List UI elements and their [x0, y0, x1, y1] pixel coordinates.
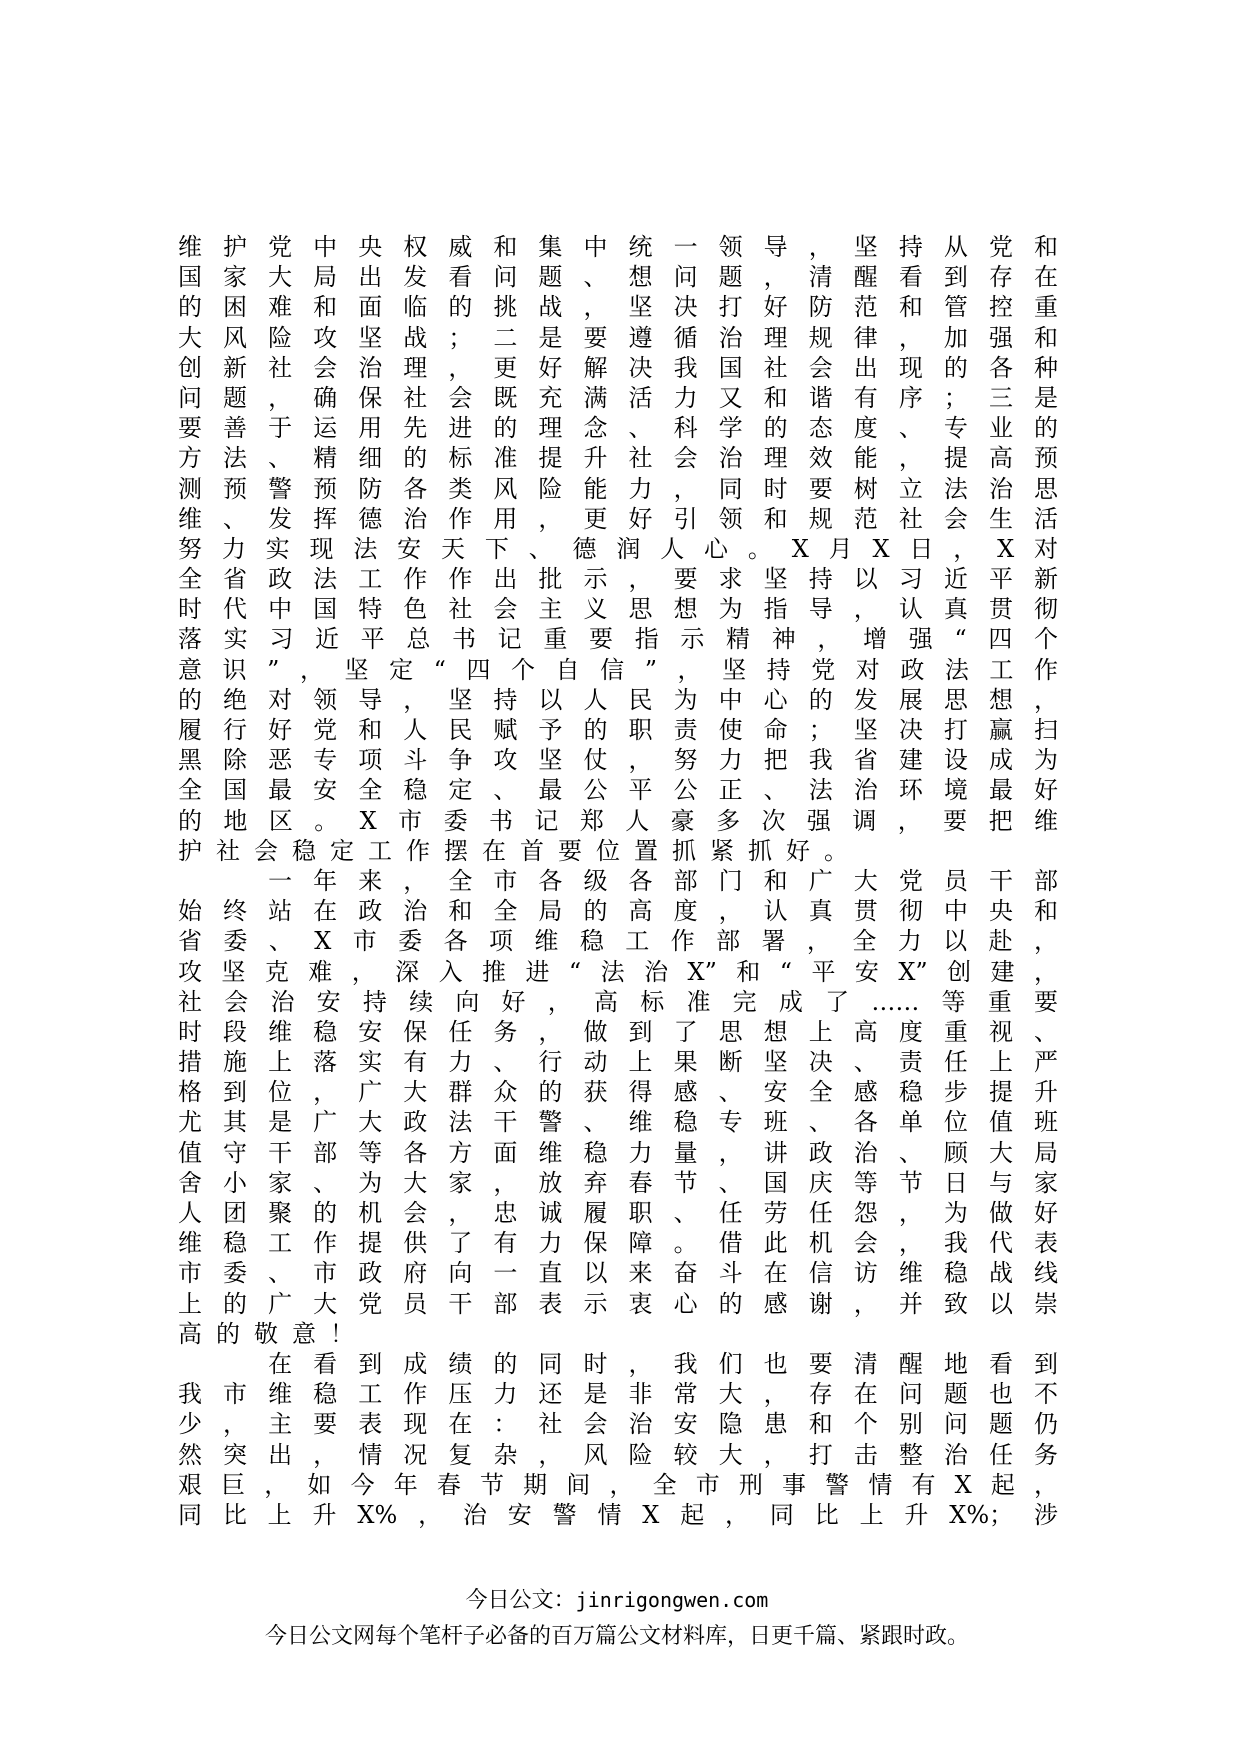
text-line: 维护党中央权威和集中统一领导，坚持从党和 — [178, 233, 1058, 261]
text-line: 舍小家、为大家，放弃春节、国庆等节日与家 — [178, 1168, 1058, 1197]
text-line: 攻坚克难，深入推进“法治X”和“平安X”创建， — [178, 957, 1058, 986]
text-line: 上的广大党员干部表示衷心的感谢，并致以崇 — [178, 1289, 1058, 1318]
text-line: 维稳工作提供了有力保障。借此机会，我代表 — [178, 1229, 1058, 1258]
text-line: 省委、X市委各项维稳工作部署，全力以赴， — [178, 927, 1058, 956]
text-line: 护社会稳定工作摆在首要位置抓紧抓好。 — [178, 836, 862, 865]
text-line: 问题，确保社会既充满活力又和谐有序；三是 — [178, 383, 1058, 412]
text-line: 时段维稳安保任务，做到了思想上高度重视、 — [178, 1017, 1058, 1046]
text-line: 履行好党和人民赋予的职责使命；坚决打赢扫 — [178, 716, 1058, 744]
text-line: 社会治安持续向好，高标准完成了……等重要 — [178, 987, 1058, 1016]
text-line: 全省政法工作作出批示，要求坚持以习近平新 — [178, 565, 1058, 594]
text-line: 落实习近平总书记重要指示精神，增强“四个 — [178, 625, 1058, 654]
text-line: 然突出，情况复杂，风险较大，打击整治任务 — [178, 1440, 1058, 1469]
footer-brand-label: 今日公文： — [465, 1588, 576, 1613]
text-line: 的地区。X市委书记郑人豪多次强调，要把维 — [178, 806, 1058, 835]
text-line: 维、发挥德治作用，更好引领和规范社会生活 — [178, 504, 1058, 533]
text-line: 一年来，全市各级各部门和广大党员干部 — [178, 866, 1058, 895]
text-line: 同比上升X%，治安警情X起，同比上升X%；涉 — [178, 1500, 1058, 1529]
text-line: 尤其是广大政法干警、维稳专班、各单位值班 — [178, 1108, 1058, 1137]
text-line: 意识”，坚定“四个自信”，坚持党对政法工作 — [178, 655, 1058, 684]
text-line: 格到位，广大群众的获得感、安全感稳步提升 — [178, 1078, 1058, 1107]
text-line: 始终站在政治和全局的高度，认真贯彻中央和 — [178, 897, 1058, 926]
text-line: 市委、市政府向一直以来奋斗在信访维稳战线 — [178, 1259, 1058, 1288]
text-line: 值守干部等各方面维稳力量，讲政治、顾大局 — [178, 1138, 1058, 1167]
text-line: 国家大局出发看问题、想问题，清醒看到存在 — [178, 263, 1058, 292]
text-line: 时代中国特色社会主义思想为指导，认真贯彻 — [178, 595, 1058, 624]
text-line: 全国最安全稳定、最公平公正、法治环境最好 — [178, 776, 1058, 805]
text-line: 人团聚的机会，忠诚履职、任劳任怨，为做好 — [178, 1199, 1058, 1227]
text-line: 高的敬意！ — [178, 1319, 368, 1348]
text-line: 方法、精细的标准提升社会治理效能，提高预 — [178, 444, 1058, 473]
text-line: 黑除恶专项斗争攻坚仗，努力把我省建设成为 — [178, 746, 1058, 775]
text-line: 我市维稳工作压力还是非常大，存在问题也不 — [178, 1380, 1058, 1409]
text-line: 大风险攻坚战；二是要遵循治理规律，加强和 — [178, 323, 1058, 352]
document-body — [178, 232, 1058, 1530]
text-line: 措施上落实有力、行动上果断坚决、责任上严 — [178, 1048, 1058, 1077]
text-line: 努力实现法安天下、德润人心。X月X日，X对 — [178, 534, 1058, 563]
text-line: 创新社会治理，更好解决我国社会出现的各种 — [178, 353, 1058, 382]
footer-tagline: 今日公文网每个笔杆子必备的百万篇公文材料库，日更千篇、紧跟时政。 — [264, 1624, 969, 1649]
text-line: 艰巨，如今年春节期间，全市刑事警情有X起， — [178, 1470, 1058, 1499]
text-line: 要善于运用先进的理念、科学的态度、专业的 — [178, 414, 1058, 443]
footer-site-link[interactable]: jinrigongwen.com — [575, 1588, 769, 1612]
text-line: 在看到成绩的同时，我们也要清醒地看到 — [178, 1349, 1058, 1378]
text-line: 少，主要表现在：社会治安隐患和个别问题仍 — [178, 1410, 1058, 1439]
text-line: 的绝对领导，坚持以人民为中心的发展思想， — [178, 685, 1058, 714]
text-line: 测预警预防各类风险能力，同时要树立法治思 — [178, 474, 1058, 503]
footer-brand — [0, 1585, 1234, 1615]
text-line: 的困难和面临的挑战，坚决打好防范和管控重 — [178, 293, 1058, 322]
